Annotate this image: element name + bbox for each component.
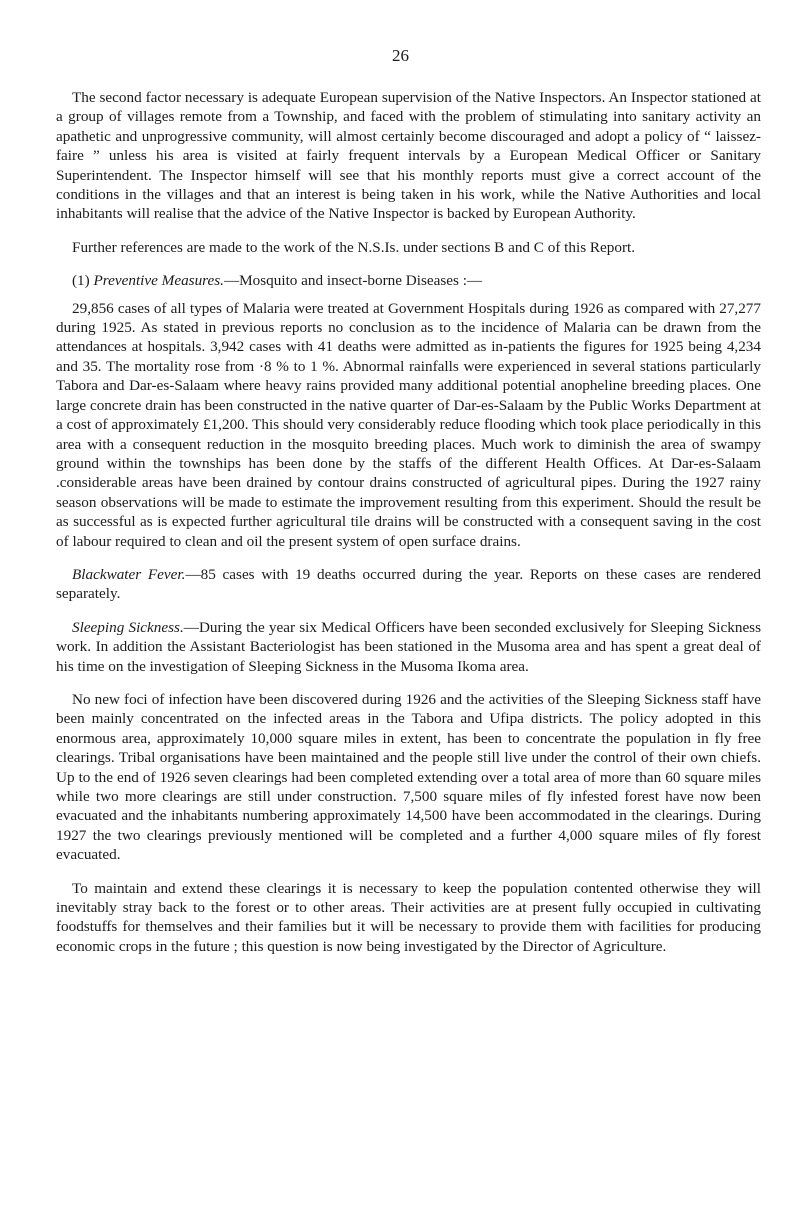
paragraph-blackwater-fever — [56, 565, 761, 604]
paragraph-text: Further references are made to the work of the N.S.Is. under sections B and C of this Report. — [72, 238, 636, 256]
paragraph-sleeping-sickness — [56, 618, 761, 676]
paragraph-malaria — [56, 299, 761, 551]
paragraph-text: —During the year six Medical Officers have been seconded exclusively for Sleeping Sickness work. In addition the Assistant Bacteriologist has been stationed in the Musoma area and has spent a great deal of his time on the investigation of Sleeping Sickness in the Musoma Ikoma area. — [56, 618, 762, 675]
section-heading-preventive-measures — [56, 271, 761, 290]
paragraph-text: No new foci of infection have been discovered during 1926 and the activities of the Sleeping Sickness staff have been mainly concentrated on the infected areas in the Tabora and Ufipa districts. The policy adopted in this enormous area, approximately 10,000 square miles in extent, has been to concentrate the population in fly free clearings. Tribal organisations have been maintained and the people still live under the control of their own chiefs. Up to the end of 1926 seven clearings had been completed extending over a total area of more than 60 square miles while two more clearings are still under construction. 7,500 square miles of fly infested forest have now been evacuated and the inhabitants numbering approximately 14,500 have been accommodated in the clearings. During 1927 the two clearings previously mentioned will be completed and a further 4,000 square miles of fly forest evacuated. — [56, 690, 761, 864]
body-text — [56, 88, 761, 956]
paragraph-heading: Sleeping Sickness. — [72, 618, 184, 636]
paragraph-text: —85 cases with 19 deaths occurred during the year. Reports on these cases are rendered separately. — [56, 565, 761, 603]
section-heading: Preventive Measures. — [93, 272, 224, 290]
paragraph-text: The second factor necessary is adequate European supervision of the Native Inspectors. An Inspector stationed at a group of villages remote from a Township, and faced with the problem of stimulating into sanitary activity an apathetic and unprogressive community, will almost certainly become discouraged and adopt a policy of “ laissez-faire ” unless his area is visited at fairly frequent intervals by a European Medical Officer or Sanitary Superintendent. The Inspector himself will see that his monthly reports must give a correct account of the conditions in the villages and that an interest is being taken in his work, while the Native Authorities and local inhabitants will realise that the advice of the Native Inspector is backed by European Authority. — [56, 89, 761, 223]
paragraph-text: To maintain and extend these clearings it is necessary to keep the population contented otherwise they will inevitably stray back to the forest or to other areas. Their activities are at present fully occupied in cultivating foodstuffs for themselves and their families but it will be necessary to provide them with facilities for producing economic crops in the future ; this question is now being investigated by the Director of Agriculture. — [56, 879, 761, 955]
paragraph-heading: Blackwater Fever. — [72, 565, 186, 583]
paragraph-native-inspectors — [56, 88, 761, 224]
paragraph-clearings — [56, 690, 761, 865]
section-number: (1) — [72, 272, 94, 290]
section-subtitle: —Mosquito and insect-borne Diseases :— — [223, 272, 483, 290]
paragraph-population — [56, 879, 761, 957]
page-number: 26 — [392, 46, 409, 65]
paragraph-text: 29,856 cases of all types of Malaria were treated at Government Hospitals during 1926 as compared with 27,277 during 1925. As stated in previous reports no conclusion as to the incidence of Malaria can be drawn from the attendances at hospitals. 3,942 cases with 41 deaths were admitted as in-patients the figures for 1925 being 4,234 and 35. The mortality rose from ·8 % to 1 %. Abnormal rainfalls were experienced in several stations particularly Tabora and Dar-es-Salaam where heavy rains provided many additional potential anopheline breeding places. One large concrete drain has been constructed in the native quarter of Dar-es-Salaam by the Public Works Department at a cost of approximately £1,200. This should very considerably reduce flooding which took place periodically in this area with a consequent reduction in the mosquito breeding places. Much work to diminish the area of swampy ground within the townships has been done by the staffs of the different Health Offices. At Dar-es-Salaam .considerable areas have been drained by contour drains constructed of agricultural pipes. During the 1927 rainy season observations will be made to estimate the improvement resulting from this experiment. Should the result be as successful as is expected further agricultural tile drains will be constructed with a consequent saving in the cost of labour required to clean and oil the present system of open surface drains. — [56, 299, 761, 550]
paragraph-further-references — [56, 238, 761, 257]
